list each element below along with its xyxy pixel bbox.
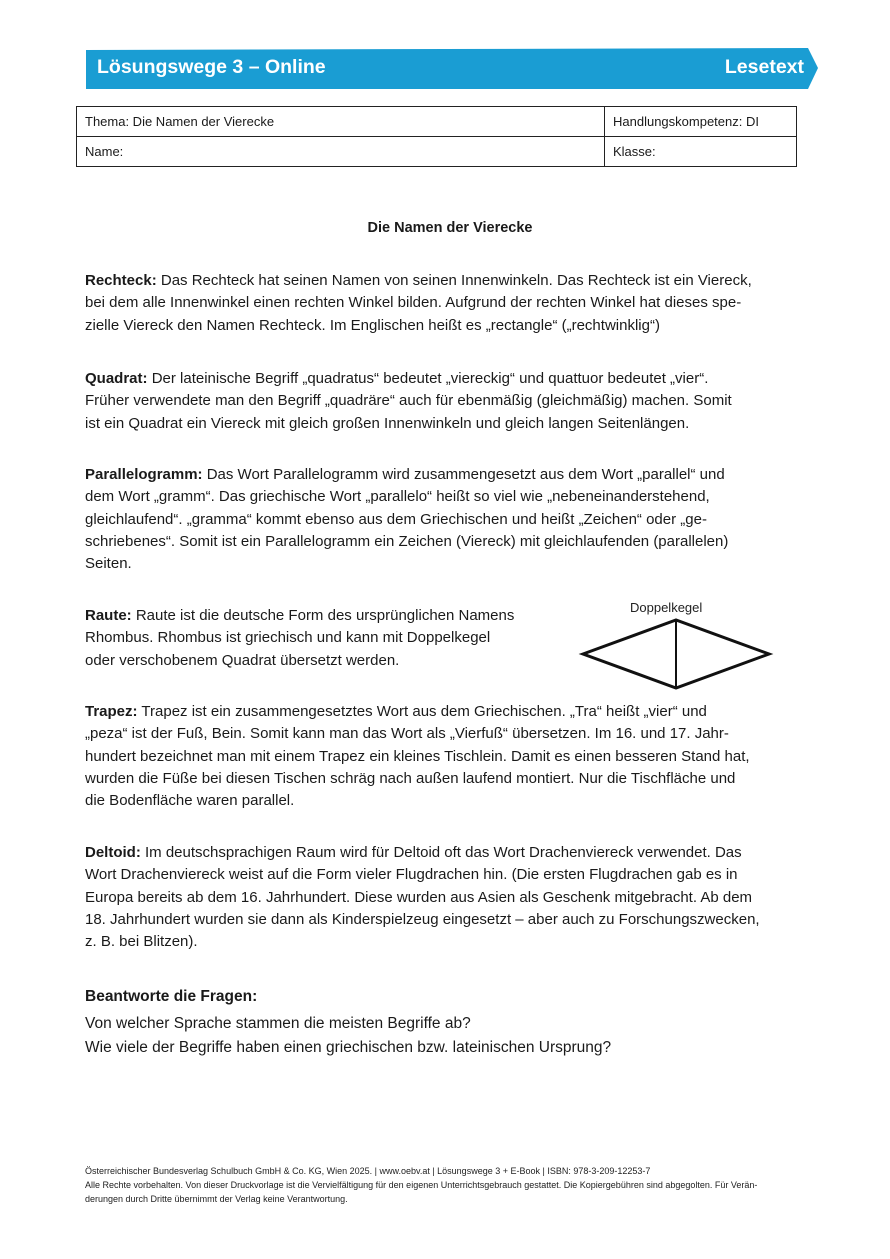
section-line: Das Wort Parallelogramm wird zusammengesetzt aus dem Wort „parallel“ und <box>206 466 725 483</box>
section-term: Trapez: <box>85 703 138 720</box>
section-line: hundert bezeichnet man mit einem Trapez ein kleines Tischlein. Damit es einen besseren Stand hat, <box>85 747 750 765</box>
questions-heading: Beantworte die Fragen: <box>85 988 258 1005</box>
question-item: Von welcher Sprache stammen die meisten Begriffe ab? <box>85 1015 471 1032</box>
rhombus-diagram <box>578 616 774 694</box>
section-rechteck <box>85 270 815 337</box>
section-raute <box>85 605 555 672</box>
footer-line: derungen durch Dritte übernimmt der Verlag keine Verantwortung. <box>85 1194 348 1204</box>
section-term: Parallelogramm: <box>85 466 203 483</box>
section-line: Raute ist die deutsche Form des ursprünglichen Namens <box>135 607 515 624</box>
section-line: oder verschobenem Quadrat übersetzt werden. <box>85 651 400 669</box>
section-line: „peza“ ist der Fuß, Bein. Somit kann man das Wort als „Vierfuß“ übersetzen. Im 16. und 17. Jahr- <box>85 725 729 743</box>
section-term: Deltoid: <box>85 844 141 861</box>
section-line: Europa bereits ab dem 16. Jahrhundert. Diese wurden aus Asien als Geschenk mitgebracht. Ab dem <box>85 888 753 906</box>
banner-title: Lösungswege 3 – Online <box>97 56 326 78</box>
section-line: zielle Viereck den Namen Rechteck. Im Englischen heißt es „rectangle“ („rechtwinklig“) <box>85 316 660 334</box>
section-line: Rhombus. Rhombus ist griechisch und kann mit Doppelkegel <box>85 629 491 647</box>
section-line: dem Wort „gramm“. Das griechische Wort „parallelo“ heißt so viel wie „nebeneinanderstehend, <box>85 488 710 506</box>
question-item: Wie viele der Begriffe haben einen griechischen bzw. lateinischen Ursprung? <box>85 1039 612 1056</box>
section-line: Wort Drachenviereck weist auf die Form vieler Flugdrachen hin. (Die ersten Flugdrachen gab es in <box>85 866 738 884</box>
section-line: die Bodenfläche waren parallel. <box>85 792 295 810</box>
footer <box>85 1164 815 1206</box>
section-line: wurden die Füße bei diesen Tischen schräg nach außen laufend montiert. Nur die Tischfläche und <box>85 769 736 787</box>
section-line: Der lateinische Begriff „quadratus“ bedeutet „viereckig“ und quattuor bedeutet „vier“. <box>151 370 709 387</box>
section-term: Quadrat: <box>85 370 148 387</box>
section-deltoid <box>85 842 815 953</box>
section-line: 18. Jahrhundert wurden sie dann als Kinderspielzeug eingesetzt – aber auch zu Forschungszwecken, <box>85 910 760 928</box>
section-line: bei dem alle Innenwinkel einen rechten Winkel bilden. Aufgrund der rechten Winkel hat dieses spe- <box>85 294 742 312</box>
info-table <box>76 106 797 167</box>
footer-line: Alle Rechte vorbehalten. Von dieser Druckvorlage ist die Vervielfältigung für den eigenen Unterrichtsgebrauch gestattet. Die Kopiergebühren sind abgegolten. Für Verän- <box>85 1180 758 1190</box>
section-line: ist ein Quadrat ein Viereck mit gleich großen Innenwinkeln und gleich langen Seitenlängen. <box>85 414 690 432</box>
name-field: Name: <box>77 137 605 167</box>
info-row-topic <box>77 107 797 137</box>
topic-cell: Thema: Die Namen der Vierecke <box>77 107 605 137</box>
class-field: Klasse: <box>605 137 797 167</box>
section-term: Rechteck: <box>85 272 157 289</box>
section-line: Früher verwendete man den Begriff „quadräre“ auch für ebenmäßig (gleichmäßig) machen. Somit <box>85 392 732 410</box>
figure-label: Doppelkegel <box>630 600 703 615</box>
document-title: Die Namen der Vierecke <box>367 220 533 236</box>
section-parallelogramm <box>85 464 815 575</box>
banner-label: Lesetext <box>724 56 804 78</box>
section-term: Raute: <box>85 607 132 624</box>
section-quadrat <box>85 368 815 435</box>
section-line: Seiten. <box>85 555 132 573</box>
section-line: Im deutschsprachigen Raum wird für Deltoid oft das Wort Drachenviereck verwendet. Das <box>145 844 742 861</box>
info-row-name <box>77 137 797 167</box>
footer-line: Österreichischer Bundesverlag Schulbuch GmbH & Co. KG, Wien 2025. | www.oebv.at | Lösungswege 3 + E-Book | ISBN: 978-3-209-12253-7 <box>85 1166 651 1176</box>
header-banner <box>86 48 818 89</box>
competence-cell: Handlungskompetenz: DI <box>605 107 797 137</box>
section-line: gleichlaufend“. „gramma“ kommt ebenso aus dem Griechischen und heißt „Zeichen“ oder „ge- <box>85 510 707 528</box>
section-line: z. B. bei Blitzen). <box>85 933 198 951</box>
rhombus-figure <box>578 598 774 694</box>
section-trapez <box>85 701 815 812</box>
section-line: schriebenes“. Somit ist ein Parallelogramm ein Zeichen (Viereck) mit gleichlaufenden (parallelen) <box>85 532 729 550</box>
questions-block <box>85 985 815 1060</box>
section-line: Das Rechteck hat seinen Namen von seinen Innenwinkeln. Das Rechteck ist ein Viereck, <box>160 272 752 289</box>
section-line: Trapez ist ein zusammengesetztes Wort aus dem Griechischen. „Tra“ heißt „vier“ und <box>141 703 707 720</box>
